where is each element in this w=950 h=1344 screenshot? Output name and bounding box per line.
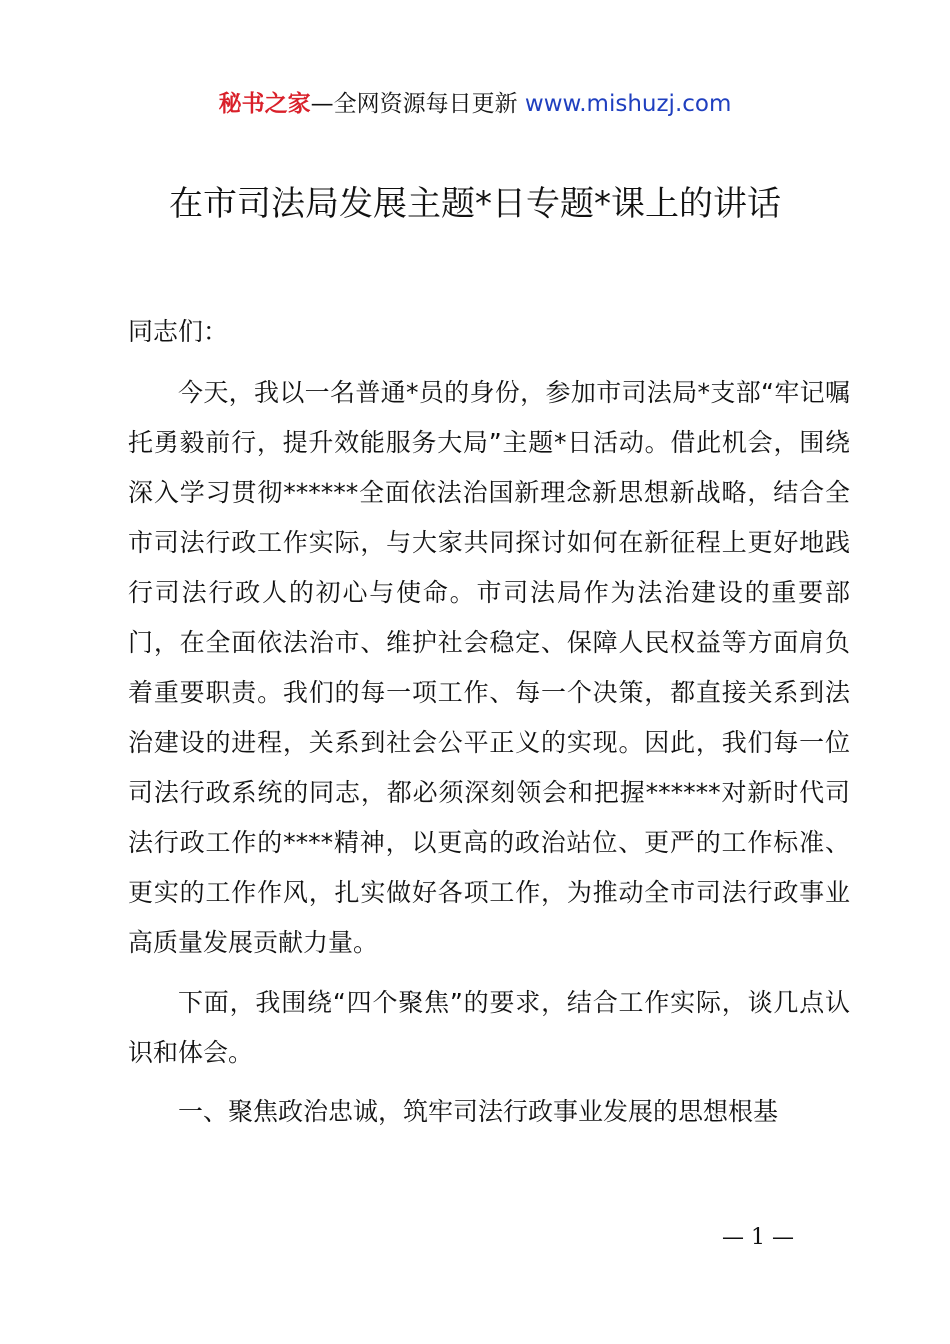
page-number: — 1 — bbox=[722, 1225, 794, 1250]
site-banner bbox=[0, 88, 950, 120]
site-url-link[interactable]: www.mishuzj.com bbox=[524, 91, 732, 117]
banner-tagline: —全网资源每日更新 bbox=[310, 91, 518, 117]
paragraph-intro: 今天，我以一名普通*员的身份，参加市司法局*支部“牢记嘱托勇毅前行，提升效能服务大局”主题*日活动。借此机会，围绕深入学习贯彻******全面依法治国新理念新思想新战略，结合全市司法行政工作实际，与大家共同探讨如何在新征程上更好地践行司法行政人的初心与使命。市司法局作为法治建设的重要部门，在全面依法治市、维护社会稳定、保障人民权益等方面肩负着重要职责。我们的每一项工作、每一个决策，都直接关系到法治建设的进程，关系到社会公平正义的实现。因此，我们每一位司法行政系统的同志，都必须深刻领会和把握******对新时代司法行政工作的****精神，以更高的政治站位、更严的工作标准、更实的工作作风，扎实做好各项工作，为推动全市司法行政事业高质量发展贡献力量。 bbox=[128, 378, 850, 957]
salutation: 同志们： bbox=[128, 317, 229, 346]
paragraph-outline: 下面，我围绕“四个聚焦”的要求，结合工作实际，谈几点认识和体会。 bbox=[128, 988, 850, 1067]
brand-name: 秘书之家 bbox=[218, 91, 311, 117]
section-heading-1: 一、聚焦政治忠诚，筑牢司法行政事业发展的思想根基 bbox=[178, 1097, 779, 1126]
document-title: 在市司法局发展主题*日专题*课上的讲话 bbox=[169, 184, 781, 224]
